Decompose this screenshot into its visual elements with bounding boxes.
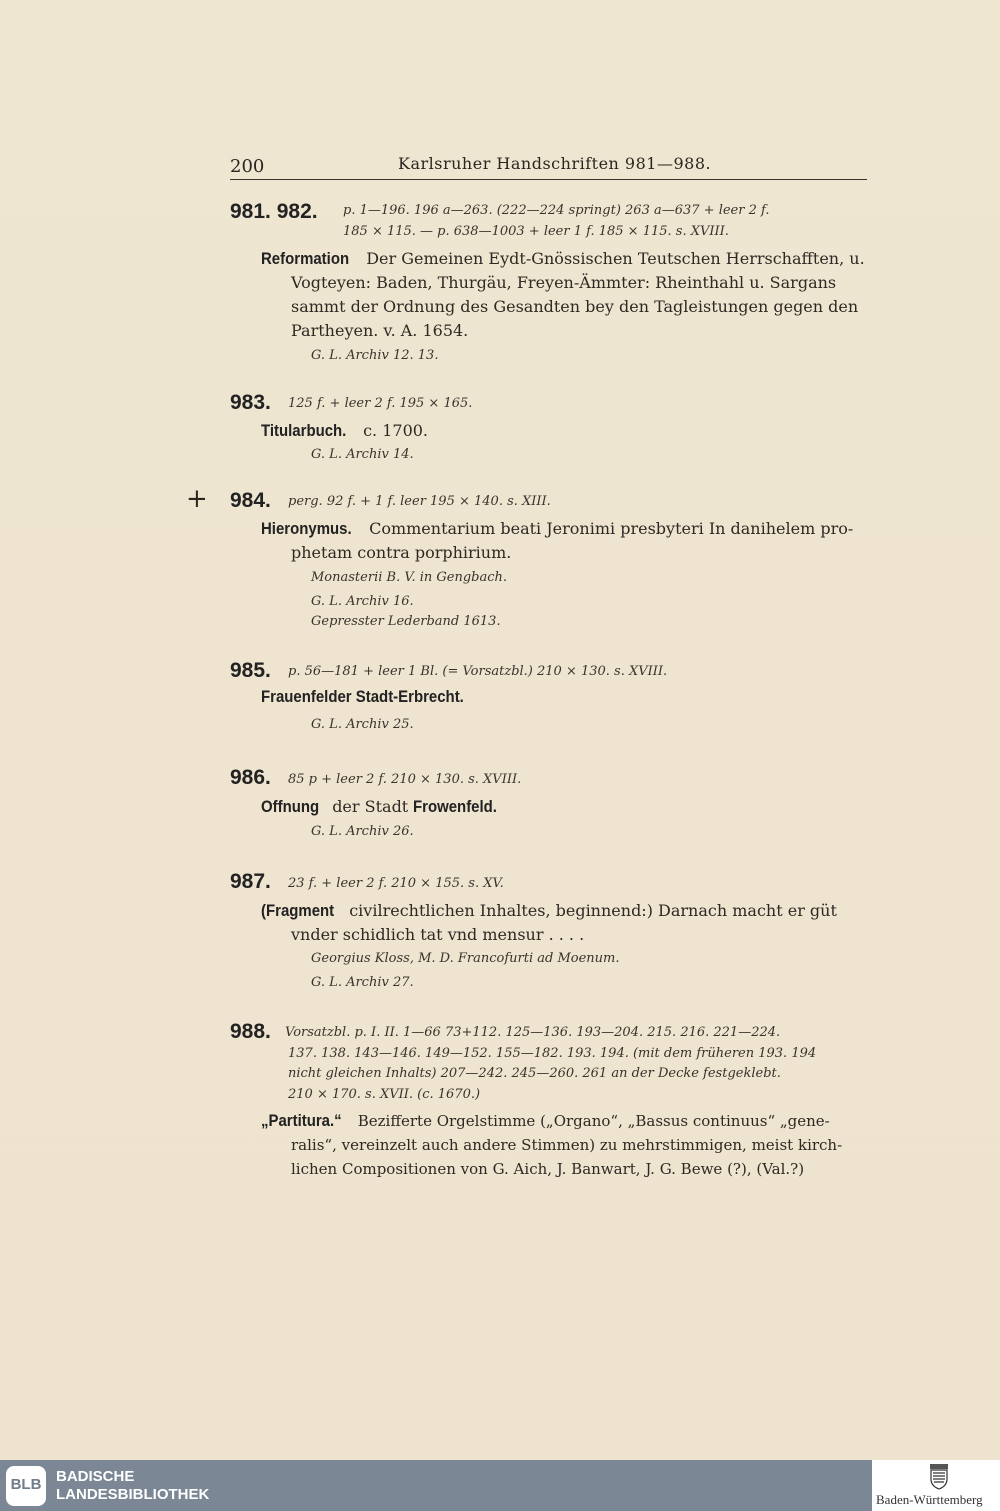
blb-logo-text: BLB xyxy=(10,1476,42,1493)
state-name: Baden-Württemberg xyxy=(876,1492,983,1507)
archive-reference: G. L. Archiv 12. 13. xyxy=(311,348,439,363)
archive-reference: G. L. Archiv 14. xyxy=(311,447,414,462)
coat-of-arms-icon xyxy=(928,1462,950,1490)
entry-number: 986. xyxy=(230,766,271,789)
archive-reference: G. L. Archiv 27. xyxy=(311,975,414,990)
page-number: 200 xyxy=(230,156,265,177)
entry-meta-line: 85 p + leer 2 f. 210 × 130. s. XVIII. xyxy=(288,772,522,787)
entry-text-line: vnder schidlich tat vnd mensur . . . . xyxy=(291,925,585,944)
entry-meta-line: nicht gleichen Inhalts) 207—242. 245—260. 261 an der Decke festgeklebt. xyxy=(288,1066,781,1081)
entry-heading-line xyxy=(261,517,853,541)
entry-heading-line xyxy=(261,687,492,707)
provenance-note: Georgius Kloss, M. D. Francofurti ad Moenum. xyxy=(311,951,620,966)
entry-meta-line: 125 f. + leer 2 f. 195 × 165. xyxy=(288,396,473,411)
entry-text-line: Commentarium beati Jeronimi presbyteri In danihelem pro- xyxy=(369,519,854,538)
entry-meta-line: 185 × 115. — p. 638—1003 + leer 1 f. 185 × 115. s. XVIII. xyxy=(343,224,729,239)
entry-meta-line: 23 f. + leer 2 f. 210 × 155. s. XV. xyxy=(288,876,504,891)
entry-number: 983. xyxy=(230,391,271,414)
library-name-line1: BADISCHE xyxy=(56,1468,135,1485)
entry-number: 988. xyxy=(230,1020,271,1043)
entry-heading-line xyxy=(261,795,509,819)
entry-number: 987. xyxy=(230,870,271,893)
entry-keyword: (Fragment xyxy=(261,901,335,920)
entry-heading-line xyxy=(261,419,428,443)
library-name-line2: LANDESBIBLIOTHEK xyxy=(56,1486,210,1503)
entry-meta-line: 137. 138. 143—146. 149—152. 155—182. 193. 194. (mit dem früheren 193. 194 xyxy=(288,1046,817,1061)
entry-keyword: „Partitura.“ xyxy=(261,1111,342,1130)
entry-text-line: ralis“, vereinzelt auch andere Stimmen) zu mehrstimmigen, meist kirch- xyxy=(291,1136,843,1154)
margin-plus-mark: + xyxy=(186,484,208,514)
provenance-note: Monasterii B. V. in Gengbach. xyxy=(311,570,508,585)
entry-number: 984. xyxy=(230,489,271,512)
entry-number: 985. xyxy=(230,659,271,682)
entry-text-line: civilrechtlichen Inhaltes, beginnend:) Darnach macht er güt xyxy=(349,901,837,920)
entry-text-line: sammt der Ordnung des Gesandten bey den Tagleistungen gegen den xyxy=(291,297,859,316)
entry-text-line: der Stadt xyxy=(332,797,409,816)
entry-meta-line: 210 × 170. s. XVII. (c. 1670.) xyxy=(288,1087,481,1102)
entry-text-line: Der Gemeinen Eydt-Gnössischen Teutschen Herrschafften, u. xyxy=(366,249,865,268)
entry-keyword-secondary: Frowenfeld. xyxy=(413,797,498,816)
entry-number: 981. 982. xyxy=(230,200,318,223)
entry-keyword: Titularbuch. xyxy=(261,421,347,440)
entry-text-line: c. 1700. xyxy=(363,421,429,440)
archive-reference: G. L. Archiv 26. xyxy=(311,824,414,839)
header-rule xyxy=(230,179,867,180)
archive-reference: G. L. Archiv 16. xyxy=(311,594,414,609)
library-name[interactable] xyxy=(56,1468,209,1504)
entry-heading-line xyxy=(261,247,865,271)
archive-reference: G. L. Archiv 25. xyxy=(311,717,414,732)
running-title: Karlsruher Handschriften 981—988. xyxy=(398,154,712,173)
binding-note: Gepresster Lederband 1613. xyxy=(311,614,501,629)
entry-meta-line: perg. 92 f. + 1 f. leer 195 × 140. s. XIII. xyxy=(288,494,551,509)
entry-text-line: Vogteyen: Baden, Thurgäu, Freyen-Ämmter: Rheinthahl u. Sargans xyxy=(291,273,837,292)
entry-keyword: Reformation xyxy=(261,249,350,268)
entry-heading-line xyxy=(261,899,837,923)
entry-text-line: Bezifferte Orgelstimme („Organo“, „Bassus continuus“ „gene- xyxy=(357,1112,830,1130)
entry-text-line: lichen Compositionen von G. Aich, J. Banwart, J. G. Bewe (?), (Val.?) xyxy=(291,1160,805,1178)
entry-keyword: Offnung xyxy=(261,797,320,816)
entry-meta-line: p. 1—196. 196 a—263. (222—224 springt) 263 a—637 + leer 2 f. xyxy=(343,203,770,218)
entry-heading-line xyxy=(261,1109,830,1133)
entry-text-line: Partheyen. v. A. 1654. xyxy=(291,321,469,340)
entry-meta-line: Vorsatzbl. p. I. II. 1—66 73+112. 125—136. 193—204. 215. 216. 221—224. xyxy=(285,1025,781,1040)
entry-keyword: Hieronymus. xyxy=(261,519,352,538)
entry-meta-line: p. 56—181 + leer 1 Bl. (= Vorsatzbl.) 210 × 130. s. XVIII. xyxy=(288,664,668,679)
blb-logo[interactable] xyxy=(6,1466,46,1506)
entry-keyword: Frauenfelder Stadt-Erbrecht. xyxy=(261,687,464,706)
entry-text-line: phetam contra porphirium. xyxy=(291,543,512,562)
